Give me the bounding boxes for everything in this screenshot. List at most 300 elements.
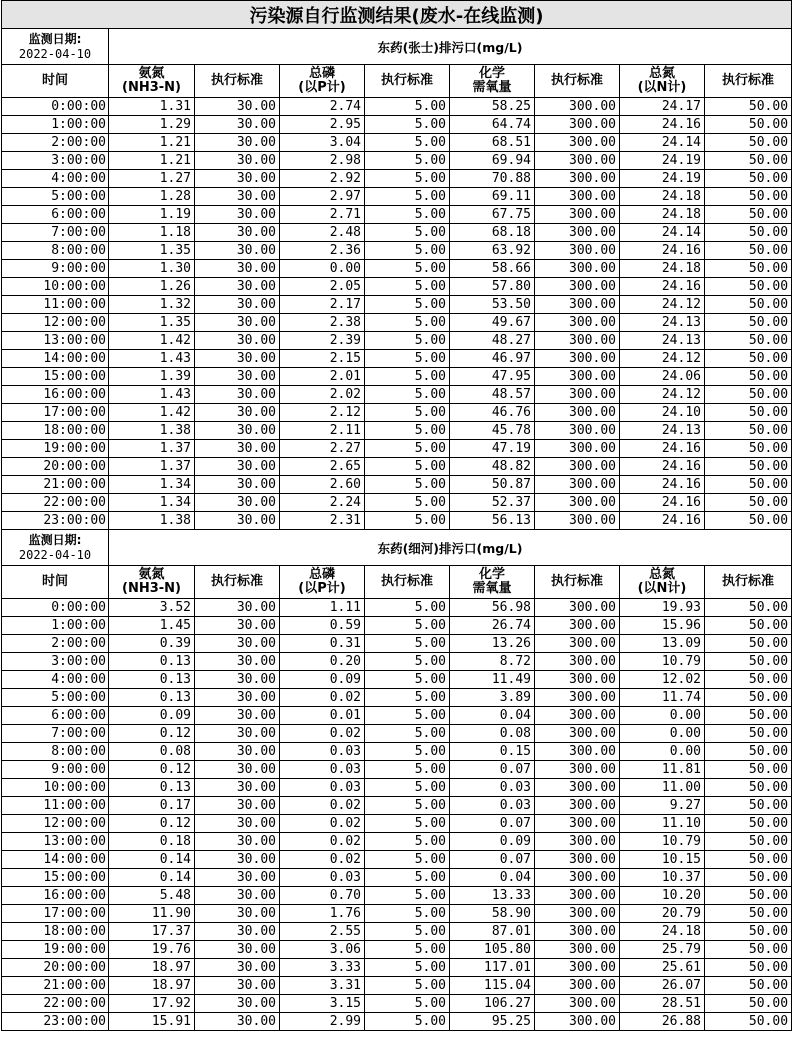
value-cell: 30.00 <box>195 386 280 404</box>
column-header-line1: 化学 <box>478 66 505 81</box>
value-cell: 5.48 <box>109 887 195 905</box>
table-row <box>2 995 792 1013</box>
column-header-row <box>2 566 792 599</box>
value-cell: 2.74 <box>280 98 365 116</box>
value-cell: 17.92 <box>109 995 195 1013</box>
time-cell: 5:00:00 <box>2 689 109 707</box>
value-cell: 300.00 <box>535 617 620 635</box>
value-cell: 50.00 <box>705 779 792 797</box>
table-row <box>2 512 792 530</box>
value-cell: 117.01 <box>450 959 535 977</box>
value-cell: 300.00 <box>535 260 620 278</box>
value-cell: 24.19 <box>620 152 705 170</box>
value-cell: 5.00 <box>365 152 450 170</box>
value-cell: 12.02 <box>620 671 705 689</box>
value-cell: 1.43 <box>109 350 195 368</box>
value-cell: 0.15 <box>450 743 535 761</box>
column-header-line2: (以N计) <box>637 80 687 95</box>
value-cell: 1.18 <box>109 224 195 242</box>
value-cell: 115.04 <box>450 977 535 995</box>
value-cell: 46.76 <box>450 404 535 422</box>
value-cell: 30.00 <box>195 887 280 905</box>
table-row <box>2 260 792 278</box>
time-cell: 10:00:00 <box>2 779 109 797</box>
table-row <box>2 1013 792 1031</box>
date-label: 监测日期: <box>28 31 82 46</box>
value-cell: 11.00 <box>620 779 705 797</box>
value-cell: 30.00 <box>195 995 280 1013</box>
value-cell: 50.00 <box>705 1013 792 1031</box>
value-cell: 30.00 <box>195 653 280 671</box>
value-cell: 10.37 <box>620 869 705 887</box>
value-cell: 50.00 <box>705 512 792 530</box>
value-cell: 2.65 <box>280 458 365 476</box>
value-cell: 24.13 <box>620 332 705 350</box>
value-cell: 30.00 <box>195 422 280 440</box>
table-row <box>2 296 792 314</box>
value-cell: 50.00 <box>705 350 792 368</box>
value-cell: 5.00 <box>365 386 450 404</box>
table-row <box>2 797 792 815</box>
table-row <box>2 599 792 617</box>
column-header <box>365 65 450 98</box>
value-cell: 50.00 <box>705 833 792 851</box>
value-cell: 1.11 <box>280 599 365 617</box>
value-cell: 30.00 <box>195 815 280 833</box>
time-cell: 15:00:00 <box>2 869 109 887</box>
table-row <box>2 941 792 959</box>
table-row <box>2 635 792 653</box>
table-row <box>2 368 792 386</box>
value-cell: 5.00 <box>365 350 450 368</box>
value-cell: 50.00 <box>705 476 792 494</box>
table-row <box>2 134 792 152</box>
value-cell: 50.00 <box>705 404 792 422</box>
value-cell: 18.97 <box>109 977 195 995</box>
time-cell: 8:00:00 <box>2 242 109 260</box>
time-cell: 12:00:00 <box>2 314 109 332</box>
time-cell: 23:00:00 <box>2 512 109 530</box>
column-header <box>705 566 792 599</box>
value-cell: 18.97 <box>109 959 195 977</box>
time-cell: 23:00:00 <box>2 1013 109 1031</box>
value-cell: 0.12 <box>109 815 195 833</box>
value-cell: 50.00 <box>705 134 792 152</box>
column-header <box>620 65 705 98</box>
value-cell: 5.00 <box>365 188 450 206</box>
value-cell: 1.38 <box>109 422 195 440</box>
value-cell: 300.00 <box>535 422 620 440</box>
value-cell: 0.70 <box>280 887 365 905</box>
column-header-line1: 氨氮 <box>138 66 165 81</box>
value-cell: 300.00 <box>535 278 620 296</box>
value-cell: 30.00 <box>195 242 280 260</box>
column-header-line1: 氨氮 <box>138 567 165 582</box>
value-cell: 5.00 <box>365 368 450 386</box>
value-cell: 5.00 <box>365 332 450 350</box>
value-cell: 30.00 <box>195 152 280 170</box>
column-header-line2: (以N计) <box>637 581 687 596</box>
value-cell: 56.13 <box>450 512 535 530</box>
value-cell: 50.00 <box>705 332 792 350</box>
value-cell: 50.00 <box>705 707 792 725</box>
value-cell: 30.00 <box>195 476 280 494</box>
value-cell: 106.27 <box>450 995 535 1013</box>
value-cell: 0.13 <box>109 653 195 671</box>
value-cell: 24.16 <box>620 458 705 476</box>
value-cell: 2.55 <box>280 923 365 941</box>
value-cell: 300.00 <box>535 512 620 530</box>
table-row <box>2 440 792 458</box>
value-cell: 300.00 <box>535 689 620 707</box>
value-cell: 2.31 <box>280 512 365 530</box>
value-cell: 13.09 <box>620 635 705 653</box>
table-row <box>2 707 792 725</box>
time-cell: 19:00:00 <box>2 440 109 458</box>
value-cell: 300.00 <box>535 599 620 617</box>
value-cell: 5.00 <box>365 851 450 869</box>
column-header-line2: (NH3-N) <box>122 581 181 596</box>
value-cell: 13.33 <box>450 887 535 905</box>
value-cell: 1.45 <box>109 617 195 635</box>
value-cell: 300.00 <box>535 404 620 422</box>
value-cell: 50.00 <box>705 815 792 833</box>
value-cell: 0.00 <box>620 707 705 725</box>
table-row <box>2 476 792 494</box>
table-row <box>2 851 792 869</box>
value-cell: 300.00 <box>535 995 620 1013</box>
table-row <box>2 224 792 242</box>
value-cell: 26.74 <box>450 617 535 635</box>
value-cell: 5.00 <box>365 941 450 959</box>
value-cell: 30.00 <box>195 743 280 761</box>
value-cell: 5.00 <box>365 869 450 887</box>
column-header <box>365 566 450 599</box>
value-cell: 1.37 <box>109 440 195 458</box>
column-header <box>195 566 280 599</box>
value-cell: 70.88 <box>450 170 535 188</box>
value-cell: 24.17 <box>620 98 705 116</box>
value-cell: 50.00 <box>705 386 792 404</box>
value-cell: 50.00 <box>705 368 792 386</box>
value-cell: 2.01 <box>280 368 365 386</box>
column-header-row <box>2 65 792 98</box>
time-cell: 17:00:00 <box>2 905 109 923</box>
column-header-line1: 总氮 <box>648 66 675 81</box>
value-cell: 300.00 <box>535 959 620 977</box>
column-header-line1: 总磷 <box>308 66 335 81</box>
value-cell: 0.02 <box>280 725 365 743</box>
value-cell: 50.00 <box>705 170 792 188</box>
time-cell: 17:00:00 <box>2 404 109 422</box>
time-cell: 7:00:00 <box>2 725 109 743</box>
table-row <box>2 404 792 422</box>
column-header-line1: 时间 <box>41 574 68 589</box>
value-cell: 5.00 <box>365 170 450 188</box>
time-cell: 12:00:00 <box>2 815 109 833</box>
value-cell: 0.12 <box>109 761 195 779</box>
column-header-line1: 执行标准 <box>380 73 433 88</box>
value-cell: 300.00 <box>535 869 620 887</box>
table-row <box>2 494 792 512</box>
time-cell: 3:00:00 <box>2 653 109 671</box>
value-cell: 57.80 <box>450 278 535 296</box>
value-cell: 30.00 <box>195 314 280 332</box>
value-cell: 1.34 <box>109 494 195 512</box>
value-cell: 50.00 <box>705 851 792 869</box>
value-cell: 30.00 <box>195 905 280 923</box>
value-cell: 2.36 <box>280 242 365 260</box>
value-cell: 30.00 <box>195 188 280 206</box>
time-cell: 18:00:00 <box>2 422 109 440</box>
table-row <box>2 422 792 440</box>
value-cell: 30.00 <box>195 833 280 851</box>
value-cell: 52.37 <box>450 494 535 512</box>
column-header <box>535 65 620 98</box>
value-cell: 1.35 <box>109 242 195 260</box>
value-cell: 50.00 <box>705 458 792 476</box>
value-cell: 0.00 <box>280 260 365 278</box>
monitoring-date <box>2 530 109 566</box>
table-row <box>2 242 792 260</box>
value-cell: 58.25 <box>450 98 535 116</box>
value-cell: 50.00 <box>705 869 792 887</box>
value-cell: 24.18 <box>620 188 705 206</box>
value-cell: 300.00 <box>535 977 620 995</box>
value-cell: 24.12 <box>620 386 705 404</box>
value-cell: 11.10 <box>620 815 705 833</box>
column-header-line2: (NH3-N) <box>122 80 181 95</box>
value-cell: 300.00 <box>535 170 620 188</box>
time-cell: 16:00:00 <box>2 386 109 404</box>
table-row <box>2 188 792 206</box>
value-cell: 2.38 <box>280 314 365 332</box>
value-cell: 24.14 <box>620 224 705 242</box>
value-cell: 300.00 <box>535 386 620 404</box>
value-cell: 5.00 <box>365 278 450 296</box>
value-cell: 50.00 <box>705 995 792 1013</box>
value-cell: 10.15 <box>620 851 705 869</box>
value-cell: 50.00 <box>705 188 792 206</box>
value-cell: 5.00 <box>365 689 450 707</box>
table-row <box>2 332 792 350</box>
value-cell: 300.00 <box>535 314 620 332</box>
value-cell: 30.00 <box>195 458 280 476</box>
value-cell: 3.15 <box>280 995 365 1013</box>
value-cell: 30.00 <box>195 206 280 224</box>
value-cell: 50.00 <box>705 152 792 170</box>
time-cell: 22:00:00 <box>2 494 109 512</box>
value-cell: 30.00 <box>195 350 280 368</box>
value-cell: 30.00 <box>195 332 280 350</box>
value-cell: 50.00 <box>705 422 792 440</box>
value-cell: 5.00 <box>365 959 450 977</box>
value-cell: 5.00 <box>365 404 450 422</box>
value-cell: 20.79 <box>620 905 705 923</box>
value-cell: 300.00 <box>535 368 620 386</box>
value-cell: 87.01 <box>450 923 535 941</box>
value-cell: 5.00 <box>365 725 450 743</box>
value-cell: 50.00 <box>705 116 792 134</box>
date-label: 监测日期: <box>28 532 82 547</box>
value-cell: 1.21 <box>109 152 195 170</box>
value-cell: 3.33 <box>280 959 365 977</box>
value-cell: 1.35 <box>109 314 195 332</box>
value-cell: 1.27 <box>109 170 195 188</box>
time-cell: 4:00:00 <box>2 170 109 188</box>
table-row <box>2 833 792 851</box>
value-cell: 50.00 <box>705 242 792 260</box>
column-header-line1: 执行标准 <box>722 73 775 88</box>
time-cell: 6:00:00 <box>2 206 109 224</box>
column-header-line2: (以P计) <box>298 581 346 596</box>
value-cell: 2.60 <box>280 476 365 494</box>
value-cell: 300.00 <box>535 725 620 743</box>
table-row <box>2 905 792 923</box>
value-cell: 50.00 <box>705 959 792 977</box>
value-cell: 300.00 <box>535 206 620 224</box>
value-cell: 300.00 <box>535 458 620 476</box>
value-cell: 1.21 <box>109 134 195 152</box>
time-cell: 11:00:00 <box>2 296 109 314</box>
value-cell: 24.14 <box>620 134 705 152</box>
value-cell: 300.00 <box>535 905 620 923</box>
sheet-title: 污染源自行监测结果(废水-在线监测) <box>2 1 792 29</box>
value-cell: 0.31 <box>280 635 365 653</box>
value-cell: 50.87 <box>450 476 535 494</box>
time-cell: 20:00:00 <box>2 959 109 977</box>
value-cell: 5.00 <box>365 617 450 635</box>
value-cell: 300.00 <box>535 296 620 314</box>
value-cell: 2.98 <box>280 152 365 170</box>
value-cell: 300.00 <box>535 887 620 905</box>
value-cell: 50.00 <box>705 689 792 707</box>
value-cell: 300.00 <box>535 332 620 350</box>
value-cell: 11.74 <box>620 689 705 707</box>
value-cell: 5.00 <box>365 224 450 242</box>
value-cell: 15.96 <box>620 617 705 635</box>
value-cell: 48.82 <box>450 458 535 476</box>
value-cell: 300.00 <box>535 941 620 959</box>
value-cell: 5.00 <box>365 977 450 995</box>
table-row <box>2 152 792 170</box>
value-cell: 300.00 <box>535 224 620 242</box>
time-cell: 2:00:00 <box>2 134 109 152</box>
value-cell: 5.00 <box>365 296 450 314</box>
time-cell: 14:00:00 <box>2 350 109 368</box>
value-cell: 300.00 <box>535 815 620 833</box>
column-header <box>2 65 109 98</box>
value-cell: 13.26 <box>450 635 535 653</box>
value-cell: 50.00 <box>705 494 792 512</box>
value-cell: 1.29 <box>109 116 195 134</box>
value-cell: 3.06 <box>280 941 365 959</box>
monitoring-table <box>1 0 792 1031</box>
value-cell: 25.61 <box>620 959 705 977</box>
value-cell: 5.00 <box>365 707 450 725</box>
value-cell: 50.00 <box>705 941 792 959</box>
value-cell: 53.50 <box>450 296 535 314</box>
value-cell: 0.13 <box>109 689 195 707</box>
time-cell: 4:00:00 <box>2 671 109 689</box>
column-header-line1: 总氮 <box>648 567 675 582</box>
value-cell: 24.16 <box>620 476 705 494</box>
value-cell: 24.16 <box>620 512 705 530</box>
value-cell: 24.18 <box>620 260 705 278</box>
value-cell: 1.26 <box>109 278 195 296</box>
value-cell: 30.00 <box>195 296 280 314</box>
value-cell: 24.18 <box>620 923 705 941</box>
value-cell: 0.13 <box>109 671 195 689</box>
value-cell: 1.38 <box>109 512 195 530</box>
value-cell: 300.00 <box>535 152 620 170</box>
section-header-row <box>2 530 792 566</box>
column-header <box>109 65 195 98</box>
value-cell: 0.02 <box>280 689 365 707</box>
value-cell: 2.92 <box>280 170 365 188</box>
table-row <box>2 977 792 995</box>
value-cell: 30.00 <box>195 512 280 530</box>
value-cell: 0.00 <box>620 743 705 761</box>
table-row <box>2 116 792 134</box>
column-header-line1: 执行标准 <box>210 73 263 88</box>
column-header <box>535 566 620 599</box>
value-cell: 1.19 <box>109 206 195 224</box>
value-cell: 0.03 <box>450 779 535 797</box>
value-cell: 5.00 <box>365 815 450 833</box>
value-cell: 17.37 <box>109 923 195 941</box>
column-header <box>280 65 365 98</box>
value-cell: 30.00 <box>195 977 280 995</box>
column-header-line2: 需氧量 <box>472 581 512 596</box>
column-header-line2: (以P计) <box>298 80 346 95</box>
value-cell: 10.79 <box>620 653 705 671</box>
value-cell: 0.00 <box>620 725 705 743</box>
table-row <box>2 386 792 404</box>
value-cell: 300.00 <box>535 653 620 671</box>
value-cell: 24.16 <box>620 494 705 512</box>
value-cell: 5.00 <box>365 671 450 689</box>
value-cell: 30.00 <box>195 725 280 743</box>
value-cell: 300.00 <box>535 851 620 869</box>
value-cell: 300.00 <box>535 476 620 494</box>
value-cell: 50.00 <box>705 923 792 941</box>
value-cell: 5.00 <box>365 260 450 278</box>
value-cell: 30.00 <box>195 278 280 296</box>
value-cell: 5.00 <box>365 635 450 653</box>
value-cell: 0.39 <box>109 635 195 653</box>
value-cell: 30.00 <box>195 761 280 779</box>
value-cell: 2.05 <box>280 278 365 296</box>
time-cell: 21:00:00 <box>2 476 109 494</box>
value-cell: 0.03 <box>280 743 365 761</box>
column-header <box>2 566 109 599</box>
value-cell: 24.16 <box>620 242 705 260</box>
value-cell: 5.00 <box>365 422 450 440</box>
value-cell: 300.00 <box>535 779 620 797</box>
value-cell: 5.00 <box>365 242 450 260</box>
value-cell: 0.02 <box>280 797 365 815</box>
value-cell: 11.90 <box>109 905 195 923</box>
column-header-line1: 执行标准 <box>722 574 775 589</box>
time-cell: 22:00:00 <box>2 995 109 1013</box>
value-cell: 24.16 <box>620 440 705 458</box>
table-row <box>2 458 792 476</box>
value-cell: 1.37 <box>109 458 195 476</box>
date-value: 2022-04-10 <box>18 547 92 562</box>
value-cell: 5.00 <box>365 494 450 512</box>
value-cell: 5.00 <box>365 599 450 617</box>
